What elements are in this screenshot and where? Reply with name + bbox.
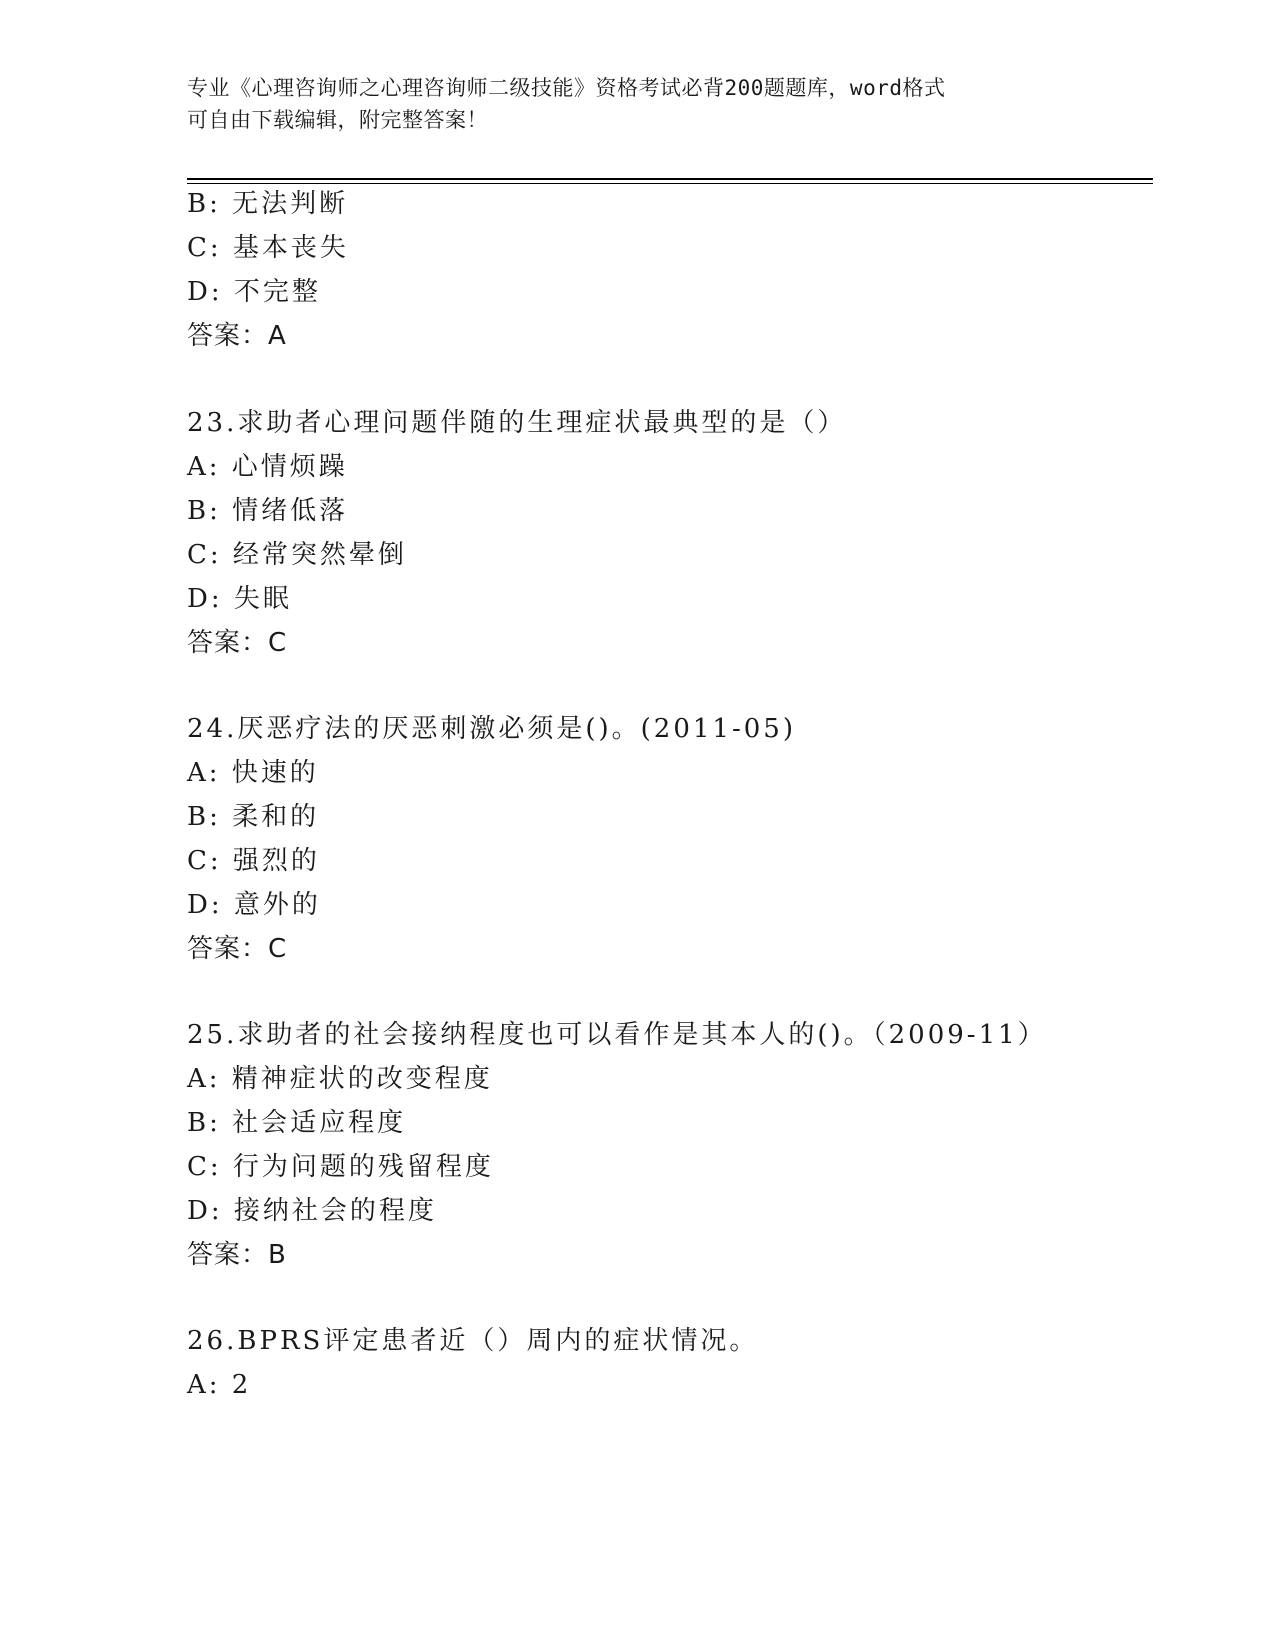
q24-option-c: C: 强烈的 xyxy=(187,846,320,876)
q25-option-c: C: 行为问题的残留程度 xyxy=(187,1152,494,1182)
header-line-2: 可自由下载编辑，附完整答案！ xyxy=(187,108,488,132)
q24-option-b: B: 柔和的 xyxy=(187,802,320,832)
q23-option-c: C: 经常突然晕倒 xyxy=(187,540,407,570)
q24-option-a: A: 快速的 xyxy=(187,758,319,788)
document-header xyxy=(187,72,1087,136)
q25-option-a: A: 精神症状的改变程度 xyxy=(187,1064,493,1094)
q23-answer: 答案：C xyxy=(187,628,288,658)
q23-option-a: A: 心情烦躁 xyxy=(187,452,348,482)
q25-option-d: D: 接纳社会的程度 xyxy=(187,1196,437,1226)
q22-answer: 答案：A xyxy=(187,321,287,351)
header-line-1: 专业《心理咨询师之心理咨询师二级技能》资格考试必背200题题库，word格式 xyxy=(187,76,946,100)
q24-option-d: D: 意外的 xyxy=(187,890,321,920)
q24-answer: 答案：C xyxy=(187,934,288,964)
q22-option-c: C: 基本丧失 xyxy=(187,233,349,263)
q25-option-b: B: 社会适应程度 xyxy=(187,1108,407,1138)
q26-option-a: A: 2 xyxy=(187,1370,252,1400)
q23-question: 23.求助者心理问题伴随的生理症状最典型的是（） xyxy=(187,408,847,438)
q25-question: 25.求助者的社会接纳程度也可以看作是其本人的()。（2009-11） xyxy=(187,1020,1047,1050)
q24-question: 24.厌恶疗法的厌恶刺激必须是()。(2011-05) xyxy=(187,714,796,744)
header-divider-thick xyxy=(187,178,1153,180)
q23-option-b: B: 情绪低落 xyxy=(187,496,349,526)
q22-option-b: B: 无法判断 xyxy=(187,189,349,219)
q26-question: 26.BPRS评定患者近（）周内的症状情况。 xyxy=(187,1326,759,1356)
q23-option-d: D: 失眠 xyxy=(187,584,292,614)
header-divider-thin xyxy=(187,183,1153,184)
q25-answer: 答案：B xyxy=(187,1240,287,1270)
q22-option-d: D: 不完整 xyxy=(187,277,321,307)
